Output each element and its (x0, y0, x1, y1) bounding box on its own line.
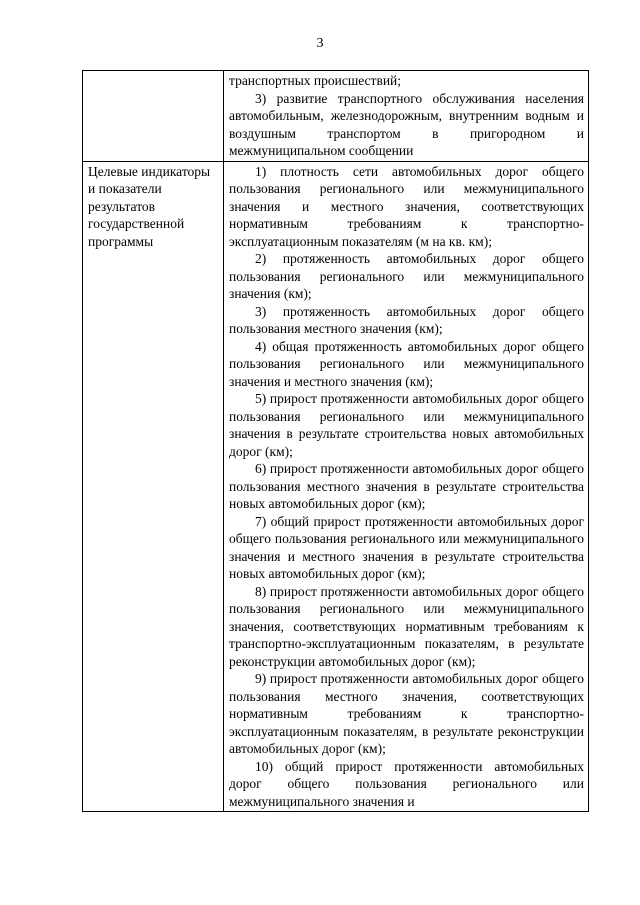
indicator-item: 3) протяженность автомобильных дорог общего пользования местного значения (км); (229, 303, 584, 336)
indicators-cell (224, 161, 589, 812)
indicator-item: 10) общий прирост протяженности автомобильных дорог общего пользования регионального или межмуниципального значения и (229, 758, 584, 809)
row-label-cell: Целевые индикаторы и показатели результатов государственной программы (83, 161, 224, 812)
paragraph: транспортных происшествий; (229, 73, 402, 88)
program-passport-table (82, 70, 589, 812)
paragraph: 3) развитие транспортного обслуживания населения автомобильным, железнодорожным, внутренним водным и воздушным транспортом в пригородном и межмуниципальном сообщении (229, 90, 584, 158)
indicator-item: 2) протяженность автомобильных дорог общего пользования регионального или межмуниципального значения (км); (229, 251, 584, 301)
row-label-cell (83, 71, 224, 162)
indicator-item: 7) общий прирост протяженности автомобильных дорог общего пользования регионального или межмуниципального значения и местного значения в результате строительства новых автомобильных дорог (км); (229, 513, 584, 581)
indicator-item: 9) прирост протяженности автомобильных дорог общего пользования местного значения, соответствующих нормативным требованиям к транспортно-эксплуатационным показателям, в результате реконструкции автомобильных дорог (км); (229, 671, 584, 756)
indicator-item: 5) прирост протяженности автомобильных дорог общего пользования регионального или межмуниципального значения в результате строительства новых автомобильных дорог (км); (229, 391, 584, 459)
indicator-item: 4) общая протяженность автомобильных дорог общего пользования регионального или межмуниципального значения и местного значения (км); (229, 338, 584, 389)
page-number: 3 (316, 36, 324, 51)
indicator-item: 1) плотность сети автомобильных дорог общего пользования регионального или межмуниципального значения и местного значения, соответствующих нормативным требованиям к транспортно-эксплуатационным показателям (м на кв. км); (229, 163, 584, 249)
indicator-item: 8) прирост протяженности автомобильных дорог общего пользования регионального или межмуниципального значения, соответствующих нормативным требованиям к транспортно-эксплуатационным показателям, в результате реконструкции автомобильных дорог (км); (229, 583, 584, 669)
table-row (83, 161, 589, 812)
indicator-item: 6) прирост протяженности автомобильных дорог общего пользования местного значения в результате строительства новых автомобильных дорог (км); (229, 461, 584, 511)
table-row (83, 71, 589, 162)
row-content-cell (224, 71, 589, 162)
